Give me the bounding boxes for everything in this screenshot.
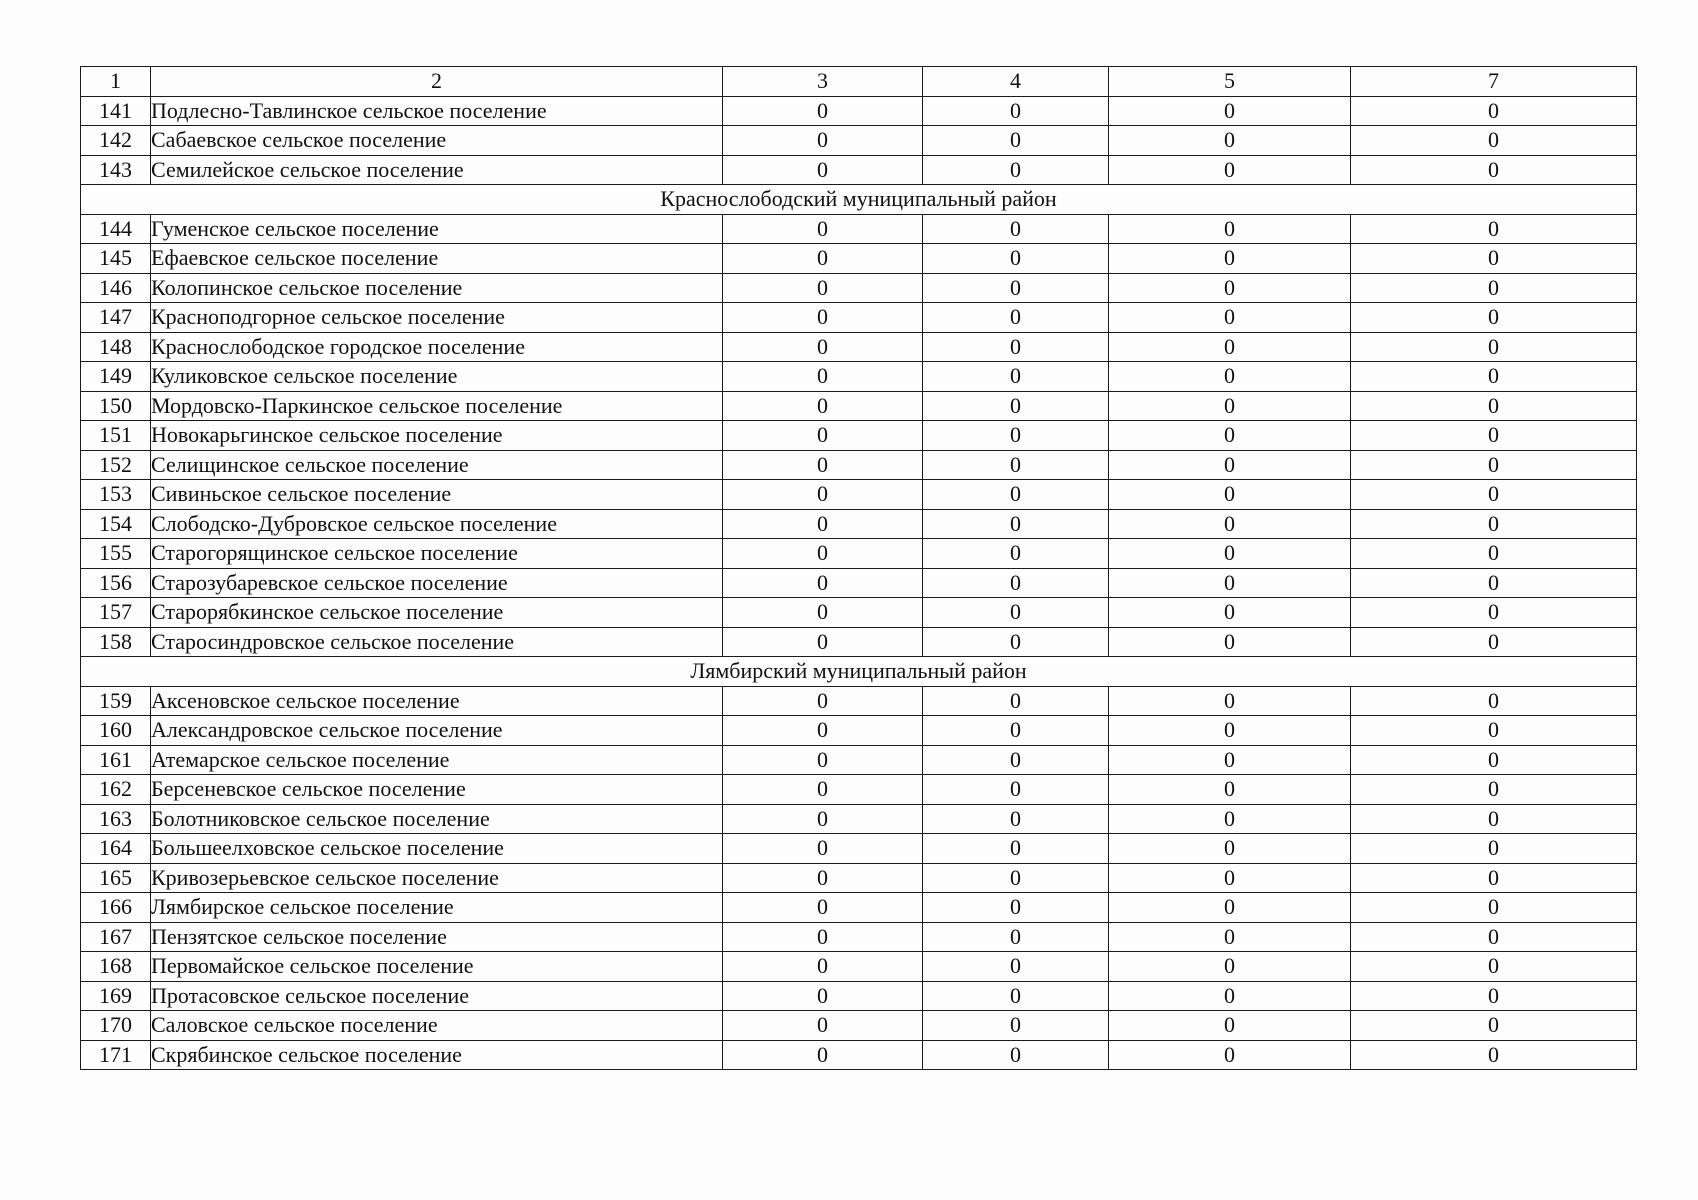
table-row <box>81 244 1637 274</box>
row-number: 171 <box>81 1040 151 1070</box>
section-title: Краснослободский муниципальный район <box>81 185 1637 215</box>
value-cell: 0 <box>1351 155 1637 185</box>
settlement-name: Красноподгорное сельское поселение <box>151 303 723 333</box>
value-cell: 0 <box>1351 893 1637 923</box>
value-cell: 0 <box>723 362 923 392</box>
table-row <box>81 96 1637 126</box>
value-cell: 0 <box>1109 303 1351 333</box>
value-cell: 0 <box>923 450 1109 480</box>
row-number: 141 <box>81 96 151 126</box>
settlement-name: Болотниковское сельское поселение <box>151 804 723 834</box>
value-cell: 0 <box>1351 981 1637 1011</box>
value-cell: 0 <box>723 273 923 303</box>
value-cell: 0 <box>1109 332 1351 362</box>
table-row <box>81 155 1637 185</box>
value-cell: 0 <box>1351 834 1637 864</box>
value-cell: 0 <box>723 804 923 834</box>
value-cell: 0 <box>923 568 1109 598</box>
settlement-name: Пензятское сельское поселение <box>151 922 723 952</box>
row-number: 166 <box>81 893 151 923</box>
value-cell: 0 <box>723 303 923 333</box>
value-cell: 0 <box>923 981 1109 1011</box>
value-cell: 0 <box>1109 509 1351 539</box>
value-cell: 0 <box>1351 539 1637 569</box>
settlement-name: Аксеновское сельское поселение <box>151 686 723 716</box>
column-number-1: 1 <box>81 67 151 97</box>
value-cell: 0 <box>923 598 1109 628</box>
value-cell: 0 <box>1351 480 1637 510</box>
value-cell: 0 <box>923 421 1109 451</box>
table-row <box>81 922 1637 952</box>
row-number: 143 <box>81 155 151 185</box>
value-cell: 0 <box>1351 303 1637 333</box>
settlement-name: Старозубаревское сельское поселение <box>151 568 723 598</box>
row-number: 168 <box>81 952 151 982</box>
value-cell: 0 <box>1109 450 1351 480</box>
value-cell: 0 <box>723 952 923 982</box>
row-number: 149 <box>81 362 151 392</box>
settlement-name: Слободско-Дубровское сельское поселение <box>151 509 723 539</box>
table-row <box>81 952 1637 982</box>
value-cell: 0 <box>923 391 1109 421</box>
value-cell: 0 <box>723 1011 923 1041</box>
table-row <box>81 981 1637 1011</box>
value-cell: 0 <box>1109 244 1351 274</box>
value-cell: 0 <box>723 893 923 923</box>
value-cell: 0 <box>923 775 1109 805</box>
settlement-name: Старорябкинское сельское поселение <box>151 598 723 628</box>
column-number-4: 4 <box>923 67 1109 97</box>
row-number: 158 <box>81 627 151 657</box>
value-cell: 0 <box>923 332 1109 362</box>
value-cell: 0 <box>923 126 1109 156</box>
row-number: 151 <box>81 421 151 451</box>
value-cell: 0 <box>723 1040 923 1070</box>
value-cell: 0 <box>723 922 923 952</box>
settlement-name: Селищинское сельское поселение <box>151 450 723 480</box>
value-cell: 0 <box>723 775 923 805</box>
value-cell: 0 <box>723 568 923 598</box>
value-cell: 0 <box>1109 981 1351 1011</box>
settlement-name: Первомайское сельское поселение <box>151 952 723 982</box>
row-number: 162 <box>81 775 151 805</box>
value-cell: 0 <box>1351 745 1637 775</box>
row-number: 170 <box>81 1011 151 1041</box>
value-cell: 0 <box>1351 568 1637 598</box>
value-cell: 0 <box>1351 716 1637 746</box>
value-cell: 0 <box>1351 1040 1637 1070</box>
value-cell: 0 <box>723 126 923 156</box>
table-row <box>81 863 1637 893</box>
value-cell: 0 <box>1109 568 1351 598</box>
table-row <box>81 1040 1637 1070</box>
settlement-name: Протасовское сельское поселение <box>151 981 723 1011</box>
settlement-name: Большеелховское сельское поселение <box>151 834 723 864</box>
settlement-name: Старосиндровское сельское поселение <box>151 627 723 657</box>
table-row <box>81 332 1637 362</box>
value-cell: 0 <box>1351 126 1637 156</box>
settlement-name: Ефаевское сельское поселение <box>151 244 723 274</box>
table-row <box>81 686 1637 716</box>
table-row <box>81 716 1637 746</box>
value-cell: 0 <box>1351 863 1637 893</box>
column-number-5: 5 <box>1109 67 1351 97</box>
table-row <box>81 893 1637 923</box>
table-body <box>81 67 1637 1070</box>
value-cell: 0 <box>923 804 1109 834</box>
row-number: 156 <box>81 568 151 598</box>
value-cell: 0 <box>1109 627 1351 657</box>
section-header-row <box>81 185 1637 215</box>
settlement-name: Берсеневское сельское поселение <box>151 775 723 805</box>
value-cell: 0 <box>923 686 1109 716</box>
value-cell: 0 <box>1109 922 1351 952</box>
value-cell: 0 <box>1109 96 1351 126</box>
value-cell: 0 <box>923 922 1109 952</box>
value-cell: 0 <box>1351 362 1637 392</box>
settlement-name: Скрябинское сельское поселение <box>151 1040 723 1070</box>
settlement-name: Саловское сельское поселение <box>151 1011 723 1041</box>
settlement-name: Атемарское сельское поселение <box>151 745 723 775</box>
settlement-name: Сивиньское сельское поселение <box>151 480 723 510</box>
value-cell: 0 <box>1109 1040 1351 1070</box>
value-cell: 0 <box>1109 214 1351 244</box>
value-cell: 0 <box>1351 775 1637 805</box>
table-row <box>81 126 1637 156</box>
table-row <box>81 421 1637 451</box>
row-number: 148 <box>81 332 151 362</box>
row-number: 159 <box>81 686 151 716</box>
value-cell: 0 <box>1109 126 1351 156</box>
value-cell: 0 <box>1351 922 1637 952</box>
row-number: 157 <box>81 598 151 628</box>
settlement-name: Гуменское сельское поселение <box>151 214 723 244</box>
settlement-name: Подлесно-Тавлинское сельское поселение <box>151 96 723 126</box>
value-cell: 0 <box>1109 598 1351 628</box>
value-cell: 0 <box>723 539 923 569</box>
value-cell: 0 <box>723 391 923 421</box>
value-cell: 0 <box>1351 244 1637 274</box>
value-cell: 0 <box>1351 421 1637 451</box>
value-cell: 0 <box>1109 863 1351 893</box>
row-number: 150 <box>81 391 151 421</box>
value-cell: 0 <box>923 96 1109 126</box>
value-cell: 0 <box>923 539 1109 569</box>
value-cell: 0 <box>923 952 1109 982</box>
value-cell: 0 <box>723 509 923 539</box>
row-number: 145 <box>81 244 151 274</box>
row-number: 165 <box>81 863 151 893</box>
value-cell: 0 <box>723 96 923 126</box>
value-cell: 0 <box>923 745 1109 775</box>
table-row <box>81 1011 1637 1041</box>
settlement-name: Мордовско-Паркинское сельское поселение <box>151 391 723 421</box>
row-number: 147 <box>81 303 151 333</box>
row-number: 154 <box>81 509 151 539</box>
row-number: 146 <box>81 273 151 303</box>
table-row <box>81 303 1637 333</box>
table-row <box>81 362 1637 392</box>
value-cell: 0 <box>723 981 923 1011</box>
value-cell: 0 <box>723 480 923 510</box>
value-cell: 0 <box>1351 804 1637 834</box>
row-number: 152 <box>81 450 151 480</box>
value-cell: 0 <box>1351 627 1637 657</box>
value-cell: 0 <box>1351 509 1637 539</box>
value-cell: 0 <box>923 716 1109 746</box>
section-title: Лямбирский муниципальный район <box>81 657 1637 687</box>
table-row <box>81 391 1637 421</box>
value-cell: 0 <box>923 362 1109 392</box>
value-cell: 0 <box>1109 804 1351 834</box>
value-cell: 0 <box>1351 450 1637 480</box>
value-cell: 0 <box>723 450 923 480</box>
row-number: 167 <box>81 922 151 952</box>
settlement-name: Новокарьгинское сельское поселение <box>151 421 723 451</box>
value-cell: 0 <box>723 627 923 657</box>
row-number: 164 <box>81 834 151 864</box>
value-cell: 0 <box>723 214 923 244</box>
value-cell: 0 <box>1109 480 1351 510</box>
value-cell: 0 <box>723 686 923 716</box>
value-cell: 0 <box>723 716 923 746</box>
settlement-name: Старогорящинское сельское поселение <box>151 539 723 569</box>
value-cell: 0 <box>1109 273 1351 303</box>
value-cell: 0 <box>1351 96 1637 126</box>
settlement-name: Краснослободское городское поселение <box>151 332 723 362</box>
value-cell: 0 <box>923 893 1109 923</box>
settlements-table <box>80 66 1637 1070</box>
column-number-3: 3 <box>723 67 923 97</box>
value-cell: 0 <box>1109 775 1351 805</box>
value-cell: 0 <box>723 598 923 628</box>
value-cell: 0 <box>1351 952 1637 982</box>
value-cell: 0 <box>723 834 923 864</box>
table-row <box>81 598 1637 628</box>
table-row <box>81 509 1637 539</box>
settlement-name: Семилейское сельское поселение <box>151 155 723 185</box>
value-cell: 0 <box>1109 539 1351 569</box>
settlement-name: Куликовское сельское поселение <box>151 362 723 392</box>
table-row <box>81 804 1637 834</box>
value-cell: 0 <box>923 1011 1109 1041</box>
value-cell: 0 <box>923 273 1109 303</box>
table-row <box>81 214 1637 244</box>
column-number-7: 7 <box>1351 67 1637 97</box>
value-cell: 0 <box>1351 391 1637 421</box>
table-row <box>81 539 1637 569</box>
value-cell: 0 <box>1109 745 1351 775</box>
value-cell: 0 <box>1351 273 1637 303</box>
value-cell: 0 <box>923 509 1109 539</box>
table-row <box>81 745 1637 775</box>
value-cell: 0 <box>1109 686 1351 716</box>
row-number: 142 <box>81 126 151 156</box>
settlement-name: Кривозерьевское сельское поселение <box>151 863 723 893</box>
row-number: 169 <box>81 981 151 1011</box>
table-row <box>81 568 1637 598</box>
value-cell: 0 <box>923 627 1109 657</box>
settlement-name: Лямбирское сельское поселение <box>151 893 723 923</box>
value-cell: 0 <box>1109 834 1351 864</box>
value-cell: 0 <box>1351 1011 1637 1041</box>
value-cell: 0 <box>1109 391 1351 421</box>
column-number-row <box>81 67 1637 97</box>
value-cell: 0 <box>1109 421 1351 451</box>
value-cell: 0 <box>1351 214 1637 244</box>
value-cell: 0 <box>723 421 923 451</box>
row-number: 163 <box>81 804 151 834</box>
value-cell: 0 <box>723 745 923 775</box>
value-cell: 0 <box>1109 893 1351 923</box>
value-cell: 0 <box>923 303 1109 333</box>
value-cell: 0 <box>723 244 923 274</box>
value-cell: 0 <box>1109 716 1351 746</box>
table-row <box>81 273 1637 303</box>
value-cell: 0 <box>923 214 1109 244</box>
table-row <box>81 775 1637 805</box>
row-number: 144 <box>81 214 151 244</box>
row-number: 155 <box>81 539 151 569</box>
value-cell: 0 <box>1109 362 1351 392</box>
section-header-row <box>81 657 1637 687</box>
value-cell: 0 <box>923 480 1109 510</box>
value-cell: 0 <box>723 332 923 362</box>
table-row <box>81 627 1637 657</box>
row-number: 153 <box>81 480 151 510</box>
table-row <box>81 834 1637 864</box>
value-cell: 0 <box>1109 155 1351 185</box>
value-cell: 0 <box>1109 952 1351 982</box>
value-cell: 0 <box>1109 1011 1351 1041</box>
value-cell: 0 <box>1351 686 1637 716</box>
table-row <box>81 450 1637 480</box>
value-cell: 0 <box>1351 598 1637 628</box>
value-cell: 0 <box>923 155 1109 185</box>
row-number: 161 <box>81 745 151 775</box>
value-cell: 0 <box>923 1040 1109 1070</box>
value-cell: 0 <box>923 834 1109 864</box>
value-cell: 0 <box>923 863 1109 893</box>
value-cell: 0 <box>1351 332 1637 362</box>
row-number: 160 <box>81 716 151 746</box>
table-row <box>81 480 1637 510</box>
column-number-2: 2 <box>151 67 723 97</box>
settlement-name: Александровское сельское поселение <box>151 716 723 746</box>
value-cell: 0 <box>923 244 1109 274</box>
value-cell: 0 <box>723 155 923 185</box>
settlement-name: Сабаевское сельское поселение <box>151 126 723 156</box>
settlement-name: Колопинское сельское поселение <box>151 273 723 303</box>
value-cell: 0 <box>723 863 923 893</box>
